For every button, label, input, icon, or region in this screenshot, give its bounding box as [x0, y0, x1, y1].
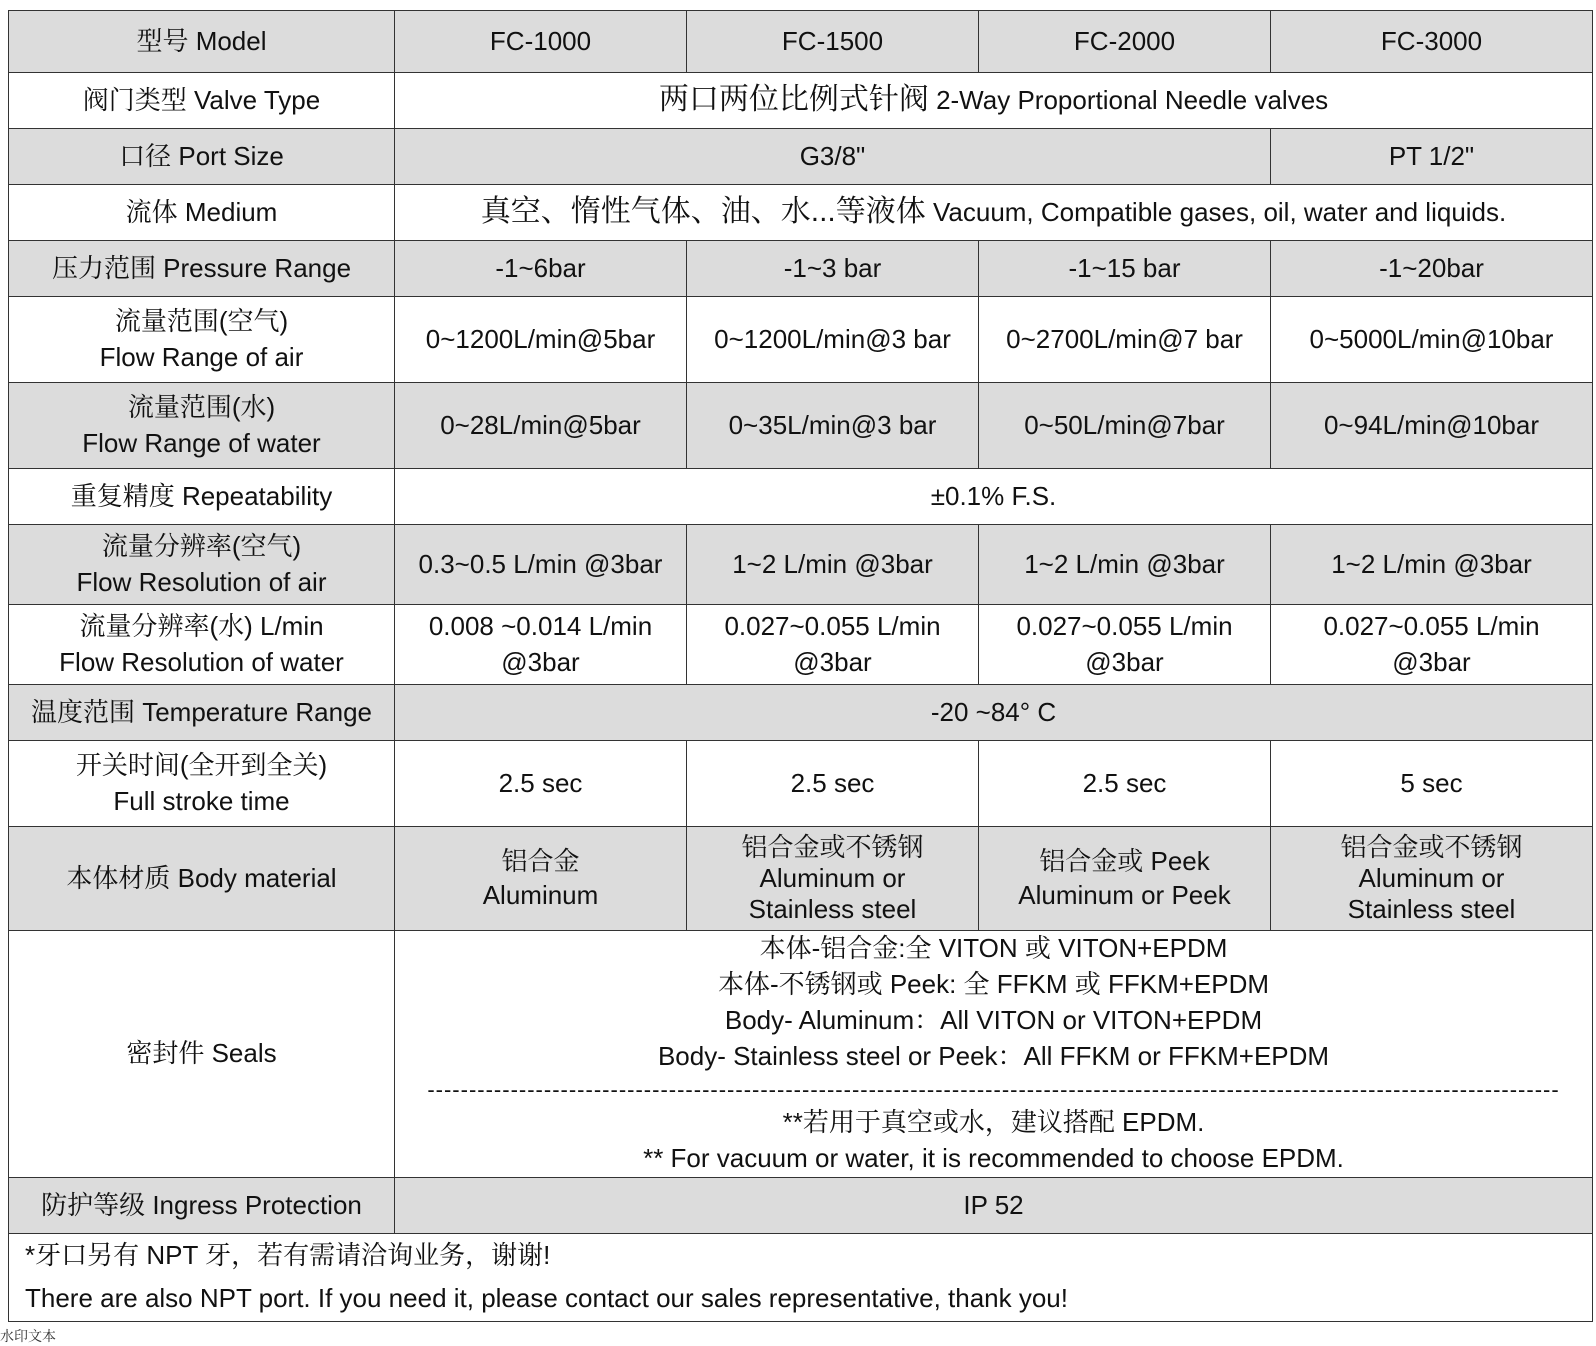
body-fc3000-l3: Stainless steel [1347, 894, 1516, 925]
flow-water-fc1500: 0~35L/min@3 bar [687, 383, 979, 469]
flow-air-row [9, 297, 1593, 383]
stroke-fc3000: 5 sec [1271, 741, 1593, 827]
res-water-fc3000-l2: @3bar [1392, 646, 1471, 677]
flow-air-label [9, 297, 395, 383]
res-air-label-cn: 流量分辨率(空气) [101, 531, 302, 562]
pressure-fc1500: -1~3 bar [687, 241, 979, 297]
body-fc1500-l2: Aluminum or [759, 862, 906, 893]
repeatability-value: ±0.1% F.S. [395, 469, 1593, 525]
flow-air-fc2000: 0~2700L/min@7 bar [979, 297, 1271, 383]
port-size-label: 口径 Port Size [9, 129, 395, 185]
res-air-row [9, 525, 1593, 605]
body-row [9, 827, 1593, 931]
seals-line-3: Body- Aluminum：All VITON or VITON+EPDM [724, 1004, 1263, 1035]
res-water-fc2000 [979, 605, 1271, 685]
res-water-fc1500-l1: 0.027~0.055 L/min [724, 611, 941, 642]
body-fc3000 [1271, 827, 1593, 931]
port-size-value: G3/8" [395, 129, 1271, 185]
valve-type-value [395, 73, 1593, 129]
res-air-fc3000: 1~2 L/min @3bar [1271, 525, 1593, 605]
res-air-fc2000: 1~2 L/min @3bar [979, 525, 1271, 605]
flow-water-row [9, 383, 1593, 469]
stroke-label-cn: 开关时间(全开到全关) [75, 750, 328, 781]
body-fc2000-l1: 铝合金或 Peek [1039, 845, 1210, 876]
flow-air-fc1000: 0~1200L/min@5bar [395, 297, 687, 383]
body-fc2000-l2: Aluminum or Peek [1018, 879, 1231, 910]
model-fc1000: FC-1000 [395, 11, 687, 73]
header-label: 型号 Model [9, 11, 395, 73]
valve-type-cn: 两口两位比例式针阀 [658, 83, 929, 117]
body-label: 本体材质 Body material [9, 827, 395, 931]
repeatability-label: 重复精度 Repeatability [9, 469, 395, 525]
pressure-fc3000: -1~20bar [1271, 241, 1593, 297]
pressure-fc2000: -1~15 bar [979, 241, 1271, 297]
flow-air-fc3000: 0~5000L/min@10bar [1271, 297, 1593, 383]
res-water-label [9, 605, 395, 685]
res-water-fc1000-l1: 0.008 ~0.014 L/min [428, 611, 653, 642]
stroke-fc1500: 2.5 sec [687, 741, 979, 827]
pressure-label: 压力范围 Pressure Range [9, 241, 395, 297]
flow-water-label [9, 383, 395, 469]
valve-type-label: 阀门类型 Valve Type [9, 73, 395, 129]
footer-note-en: There are also NPT port. If you need it, please contact our sales representative, thank you! [25, 1283, 1068, 1314]
seals-separator: ---------------------------------------------------------------------------------------------------------------------------------------- [427, 1076, 1560, 1102]
stroke-row [9, 741, 1593, 827]
stroke-fc2000: 2.5 sec [979, 741, 1271, 827]
repeatability-row [9, 469, 1593, 525]
medium-row [9, 185, 1593, 241]
res-air-label [9, 525, 395, 605]
body-fc3000-l1: 铝合金或不锈钢 [1340, 831, 1523, 862]
port-size-row [9, 129, 1593, 185]
res-water-fc2000-l1: 0.027~0.055 L/min [1016, 611, 1233, 642]
body-fc1000 [395, 827, 687, 931]
flow-water-label-cn: 流量范围(水) [127, 392, 276, 423]
medium-label: 流体 Medium [9, 185, 395, 241]
res-water-fc2000-l2: @3bar [1085, 646, 1164, 677]
seals-line-4: Body- Stainless steel or Peek：All FFKM or FFKM+EPDM [657, 1040, 1330, 1071]
res-water-label-en: Flow Resolution of water [59, 646, 344, 677]
body-fc1500-l3: Stainless steel [748, 894, 917, 925]
stroke-fc1000: 2.5 sec [395, 741, 687, 827]
ingress-value: IP 52 [395, 1177, 1593, 1233]
seals-label: 密封件 Seals [9, 931, 395, 1178]
pressure-row [9, 241, 1593, 297]
flow-water-fc2000: 0~50L/min@7bar [979, 383, 1271, 469]
watermark-text: 水印文本 [0, 1328, 56, 1344]
footer-notes [9, 1233, 1593, 1321]
res-water-fc1000 [395, 605, 687, 685]
seals-note-cn: **若用于真空或水，建议搭配 EPDM. [782, 1106, 1205, 1137]
ingress-label: 防护等级 Ingress Protection [9, 1177, 395, 1233]
model-fc3000: FC-3000 [1271, 11, 1593, 73]
pressure-fc1000: -1~6bar [395, 241, 687, 297]
model-fc1500: FC-1500 [687, 11, 979, 73]
res-water-fc1500-l2: @3bar [793, 646, 872, 677]
res-water-fc3000 [1271, 605, 1593, 685]
seals-note-en: ** For vacuum or water, it is recommended to choose EPDM. [643, 1142, 1344, 1173]
flow-air-label-cn: 流量范围(空气) [114, 306, 289, 337]
temperature-label: 温度范围 Temperature Range [9, 685, 395, 741]
flow-water-label-en: Flow Range of water [82, 427, 321, 458]
seals-value [395, 931, 1593, 1178]
res-air-fc1500: 1~2 L/min @3bar [687, 525, 979, 605]
valve-type-row [9, 73, 1593, 129]
body-fc1000-l1: 铝合金 [501, 845, 580, 876]
stroke-label-en: Full stroke time [113, 785, 290, 816]
res-air-fc1000: 0.3~0.5 L/min @3bar [395, 525, 687, 605]
footer-note-cn: *牙口另有 NPT 牙，若有需请洽询业务，谢谢! [25, 1240, 551, 1271]
res-water-label-cn: 流量分辨率(水) L/min [79, 611, 324, 642]
res-water-fc1000-l2: @3bar [501, 646, 580, 677]
seals-row [9, 931, 1593, 1178]
footer-row [9, 1233, 1593, 1321]
temperature-value: -20 ~84° C [395, 685, 1593, 741]
port-size-fc3000: PT 1/2" [1271, 129, 1593, 185]
body-fc3000-l2: Aluminum or [1358, 862, 1505, 893]
spec-table [8, 10, 1593, 1322]
res-water-row [9, 605, 1593, 685]
valve-type-en: 2-Way Proportional Needle valves [936, 85, 1329, 116]
body-fc1500-l1: 铝合金或不锈钢 [741, 831, 924, 862]
ingress-row [9, 1177, 1593, 1233]
flow-air-fc1500: 0~1200L/min@3 bar [687, 297, 979, 383]
header-row [9, 11, 1593, 73]
model-fc2000: FC-2000 [979, 11, 1271, 73]
flow-air-label-en: Flow Range of air [99, 341, 304, 372]
seals-line-2: 本体-不锈钢或 Peek: 全 FFKM 或 FFKM+EPDM [717, 968, 1270, 999]
flow-water-fc1000: 0~28L/min@5bar [395, 383, 687, 469]
body-fc1000-l2: Aluminum [482, 879, 599, 910]
medium-value [395, 185, 1593, 241]
medium-en: Vacuum, Compatible gases, oil, water and liquids. [932, 197, 1507, 228]
flow-water-fc3000: 0~94L/min@10bar [1271, 383, 1593, 469]
seals-line-1: 本体-铝合金:全 VITON 或 VITON+EPDM [759, 933, 1228, 963]
res-air-label-en: Flow Resolution of air [76, 566, 327, 597]
body-fc1500 [687, 827, 979, 931]
body-fc2000 [979, 827, 1271, 931]
temperature-row [9, 685, 1593, 741]
stroke-label [9, 741, 395, 827]
medium-cn: 真空、惰性气体、油、水...等液体 [480, 195, 926, 229]
res-water-fc1500 [687, 605, 979, 685]
res-water-fc3000-l1: 0.027~0.055 L/min [1323, 611, 1540, 642]
